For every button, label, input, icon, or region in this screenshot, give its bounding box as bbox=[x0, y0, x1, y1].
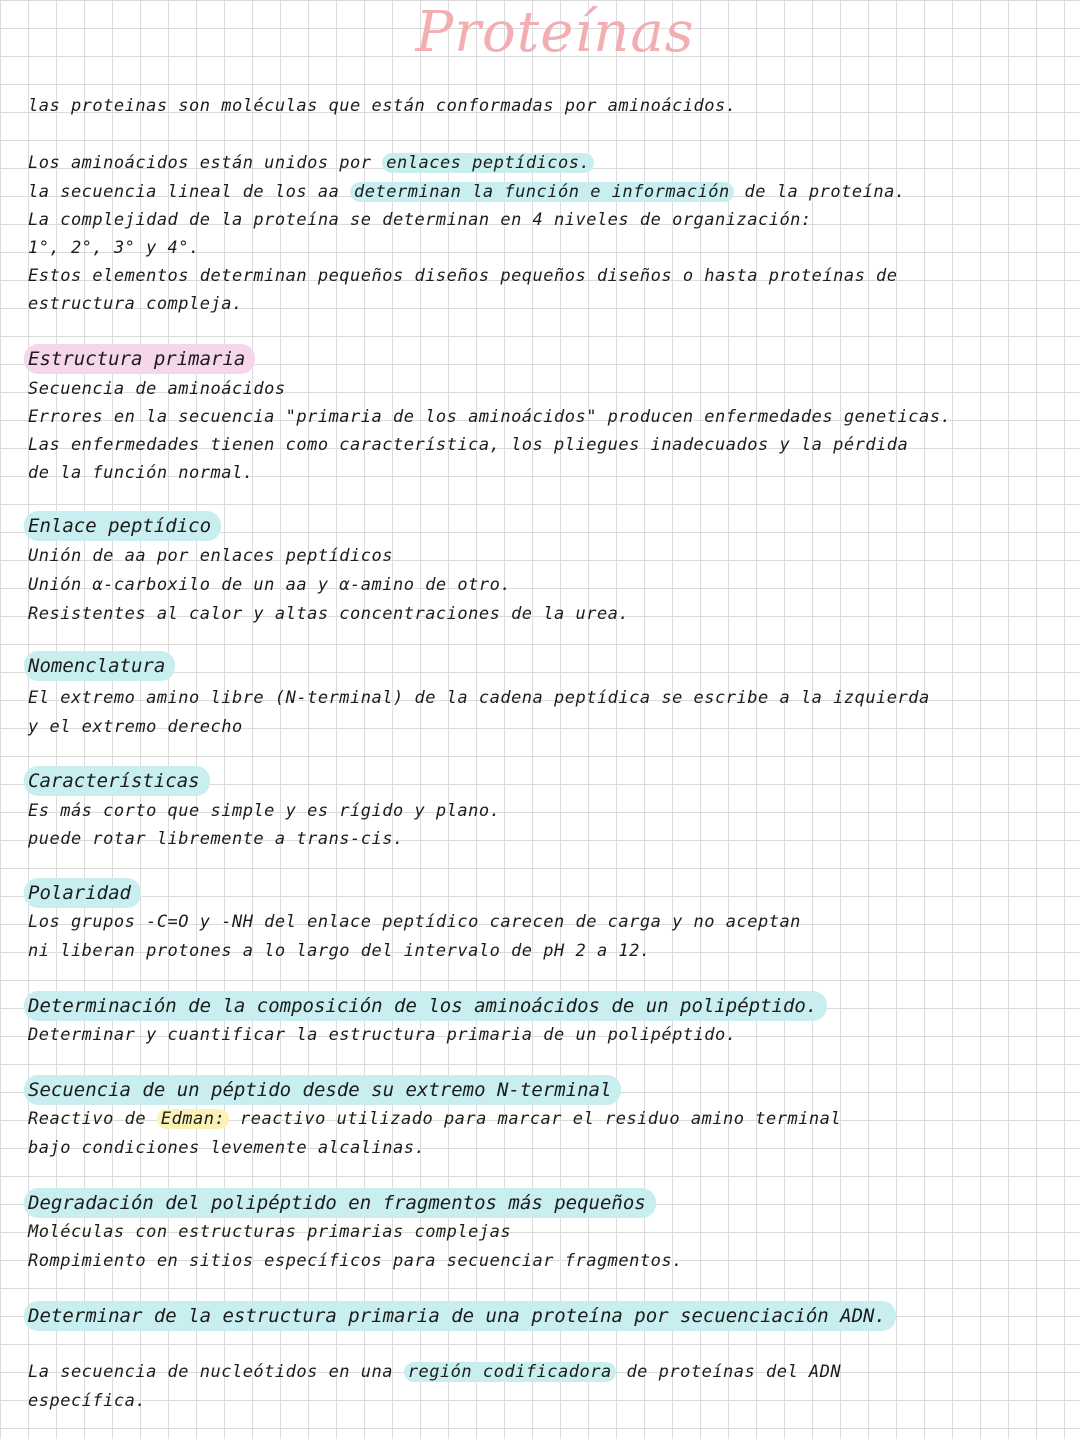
heading-composicion-aminoacidos: Determinación de la composición de los aminoácidos de un polipéptido. bbox=[24, 991, 827, 1021]
secuencia-line-1-end: reactivo utilizado para marcar el residuo amino terminal bbox=[229, 1109, 842, 1129]
intro-line-4: La complejidad de la proteína se determinan en 4 niveles de organización: bbox=[28, 210, 812, 230]
highlight-determinan-funcion: determinan la función e información bbox=[350, 182, 734, 202]
intro-line-3-text: la secuencia lineal de los aa bbox=[28, 182, 351, 202]
intro-line-5: 1°, 2°, 3° y 4°. bbox=[28, 238, 200, 258]
heading-polaridad: Polaridad bbox=[24, 878, 141, 908]
enlace-line-1: Unión de aa por enlaces peptídicos bbox=[28, 546, 393, 566]
primaria-line-2: Errores en la secuencia "primaria de los aminoácidos" producen enfermedades geneticas. bbox=[28, 407, 952, 427]
adn-line-1-end: de proteínas del ADN bbox=[615, 1362, 842, 1382]
intro-line-3 bbox=[28, 179, 906, 205]
composicion-line-1: Determinar y cuantificar la estructura primaria de un polipéptido. bbox=[28, 1025, 737, 1045]
degradacion-line-1: Moléculas con estructuras primarias complejas bbox=[28, 1222, 512, 1242]
polaridad-line-2: ni liberan protones a lo largo del intervalo de pH 2 a 12. bbox=[28, 941, 651, 961]
caracteristicas-line-2: puede rotar libremente a trans-cis. bbox=[28, 829, 404, 849]
intro-line-7: estructura compleja. bbox=[28, 294, 243, 314]
nomenclatura-line-2: y el extremo derecho bbox=[28, 717, 243, 737]
secuencia-line-1-text: Reactivo de bbox=[28, 1109, 157, 1129]
intro-line-2 bbox=[28, 150, 594, 176]
secuencia-line-1 bbox=[28, 1106, 841, 1132]
intro-line-1: las proteinas son moléculas que están conformadas por aminoácidos. bbox=[28, 96, 737, 116]
caracteristicas-line-1: Es más corto que simple y es rígido y plano. bbox=[28, 801, 501, 821]
adn-line-1-text: La secuencia de nucleótidos en una bbox=[28, 1362, 404, 1382]
primaria-line-4: de la función normal. bbox=[28, 463, 254, 483]
adn-line-2: específica. bbox=[28, 1391, 147, 1411]
heading-enlace-peptidico: Enlace peptídico bbox=[24, 511, 221, 541]
highlight-region-codificadora: región codificadora bbox=[404, 1362, 616, 1382]
primaria-line-1: Secuencia de aminoácidos bbox=[28, 379, 286, 399]
heading-nomenclatura: Nomenclatura bbox=[24, 651, 175, 681]
highlight-enlaces-peptidicos: enlaces peptídicos. bbox=[382, 153, 594, 173]
heading-secuenciacion-adn: Determinar de la estructura primaria de una proteína por secuenciación ADN. bbox=[24, 1301, 896, 1331]
page-title: Proteínas bbox=[415, 0, 695, 65]
intro-line-3-end: de la proteína. bbox=[733, 182, 906, 202]
enlace-line-2: Unión α-carboxilo de un aa y α-amino de otro. bbox=[28, 575, 512, 595]
polaridad-line-1: Los grupos -C=O y -NH del enlace peptídico carecen de carga y no aceptan bbox=[28, 912, 801, 932]
secuencia-line-2: bajo condiciones levemente alcalinas. bbox=[28, 1138, 426, 1158]
heading-estructura-primaria: Estructura primaria bbox=[24, 344, 255, 374]
intro-line-2-text: Los aminoácidos están unidos por bbox=[28, 153, 383, 173]
heading-degradacion: Degradación del polipéptido en fragmentos más pequeños bbox=[24, 1188, 656, 1218]
heading-secuencia-peptido: Secuencia de un péptido desde su extremo N-terminal bbox=[24, 1075, 621, 1105]
heading-caracteristicas: Características bbox=[24, 766, 210, 796]
primaria-line-3: Las enfermedades tienen como característica, los pliegues inadecuados y la pérdida bbox=[28, 435, 909, 455]
enlace-line-3: Resistentes al calor y altas concentraciones de la urea. bbox=[28, 604, 630, 624]
nomenclatura-line-1: El extremo amino libre (N-terminal) de la cadena peptídica se escribe a la izquierda bbox=[28, 688, 930, 708]
adn-line-1 bbox=[28, 1359, 841, 1385]
intro-line-6: Estos elementos determinan pequeños diseños pequeños diseños o hasta proteínas de bbox=[28, 266, 898, 286]
highlight-edman: Edman: bbox=[157, 1109, 229, 1129]
degradacion-line-2: Rompimiento en sitios específicos para secuenciar fragmentos. bbox=[28, 1251, 683, 1271]
